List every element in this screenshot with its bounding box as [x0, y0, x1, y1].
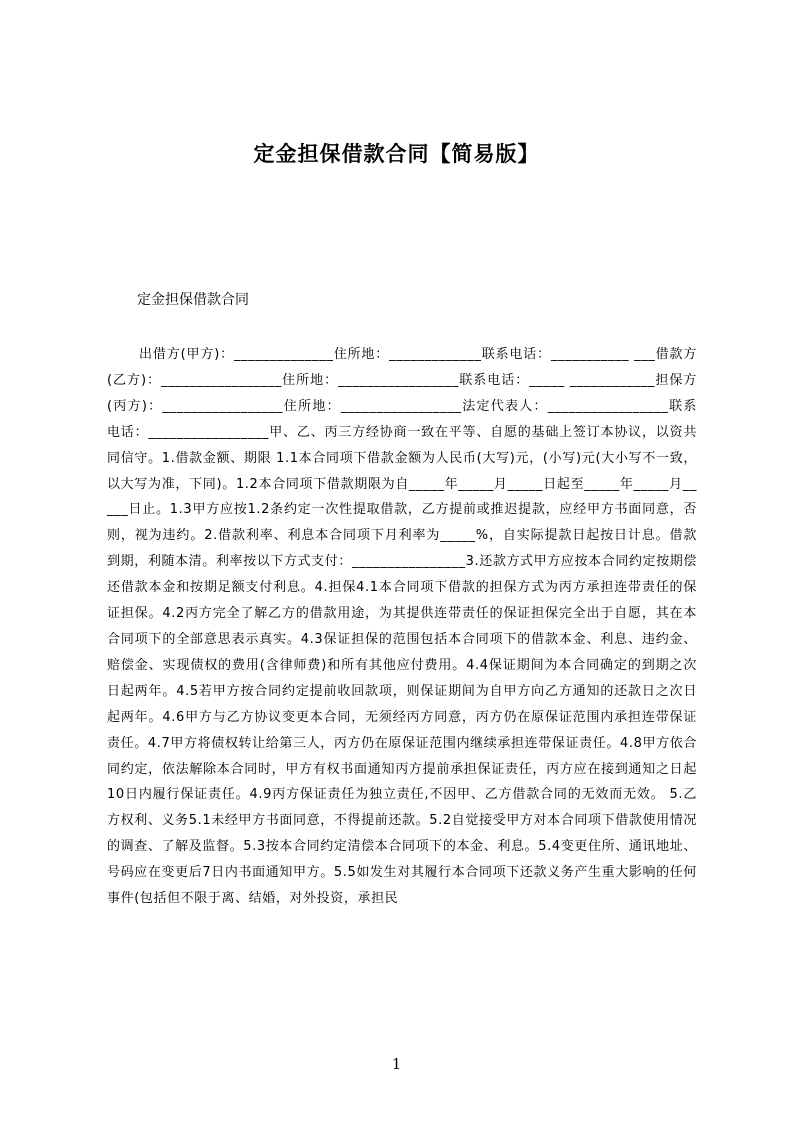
- contract-subtitle: 定金担保借款合同: [137, 292, 249, 308]
- document-title: 定金担保借款合同【简易版】: [253, 142, 540, 166]
- contract-body-text: 出借方(甲方)：______________住所地：_____________联系电话：___________ ___借款方(乙方)：_________________住所地：_________________联系电话：_____ ____________担保方(丙方)：_________________住所地：_________________法定代表人：_________________联系电话：_________________甲、乙、丙三方经协商一致在平等、自愿的基础上签订本协议，以资共同信守。1.借款金额、期限 1.1本合同项下借款金额为人民币(大写)元，(小写)元(大小写不一致，以大写为准，下同)。1.2本合同项下借款期限为自_____年_____月_____日起至_____年_____月_____日止。1.3甲方应按1.2条约定一次性提取借款，乙方提前或推迟提款，应经甲方书面同意，否则，视为违约。2.借款利率、利息本合同项下月利率为_____%，自实际提款日起按日计息。借款到期，利随本清。利率按以下方式支付：________________3.还款方式甲方应按本合同约定按期偿还借款本金和按期足额支付利息。4.担保4.1本合同项下借款的担保方式为丙方承担连带责任的保证担保。4.2丙方完全了解乙方的借款用途，为其提供连带责任的保证担保完全出于自愿，其在本合同项下的全部意思表示真实。4.3保证担保的范围包括本合同项下的借款本金、利息、违约金、赔偿金、实现债权的费用(含律师费)和所有其他应付费用。4.4保证期间为本合同确定的到期之次日起两年。4.5若甲方按合同约定提前收回款项，则保证期间为自甲方向乙方通知的还款日之次日起两年。4.6甲方与乙方协议变更本合同，无须经丙方同意，丙方仍在原保证范围内承担连带保证责任。4.7甲方将债权转让给第三人，丙方仍在原保证范围内继续承担连带保证责任。4.8甲方依合同约定，依法解除本合同时，甲方有权书面通知丙方提前承担保证责任，丙方应在接到通知之日起10日内履行保证责任。4.9丙方保证责任为独立责任,不因甲、乙方借款合同的无效而无效。 5.乙方权利、义务5.1未经甲方书面同意，不得提前还款。5.2自觉接受甲方对本合同项下借款使用情况的调查、了解及监督。5.3按本合同约定清偿本合同项下的本金、利息。5.4变更住所、通讯地址、号码应在变更后7日内书面通知甲方。5.5如发生对其履行本合同项下还款义务产生重大影响的任何事件(包括但不限于离、结婚，对外投资，承担民: [107, 347, 697, 907]
- page-number: 1: [391, 1055, 402, 1073]
